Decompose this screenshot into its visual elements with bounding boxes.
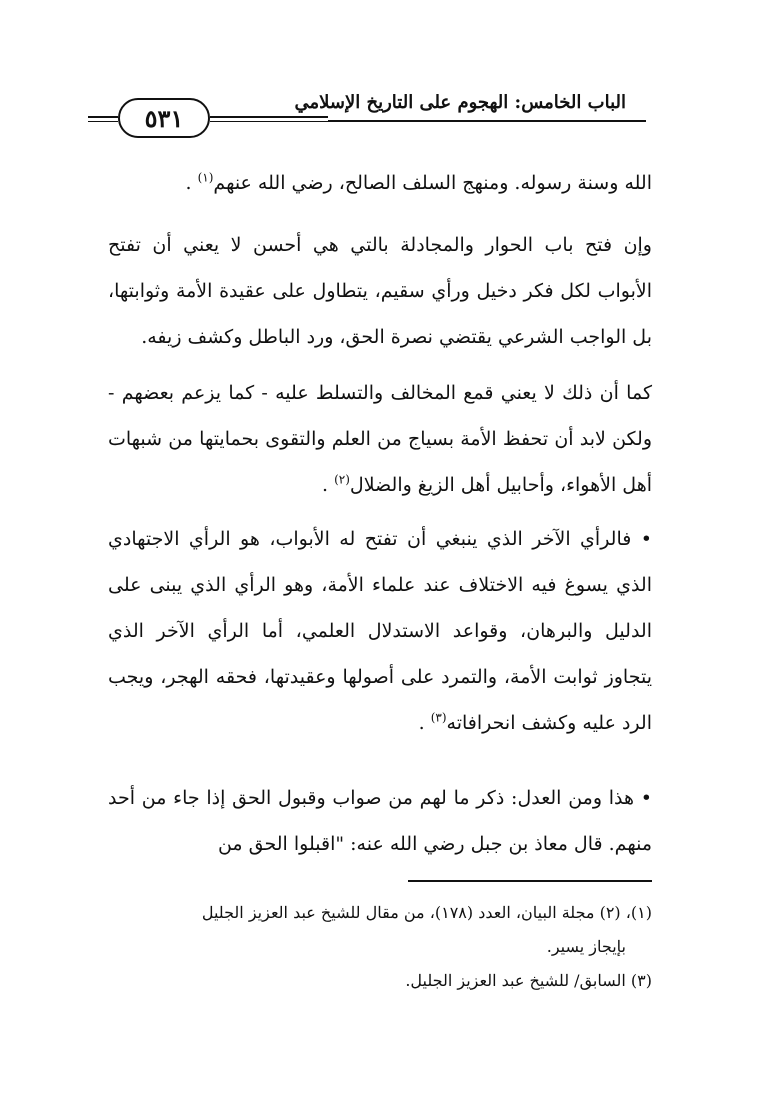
- header-title-underline: [328, 120, 646, 122]
- paragraph-3-text: كما أن ذلك لا يعني قمع المخالف والتسلط عليه - كما يزعم بعضهم - ولكن لابد أن تحفظ الأمة بسياج من العلم والتقوى بحمايتها من شبهات أهل الأهواء، وأحابيل أهل الزيغ والضلال: [108, 382, 652, 496]
- footnote-1-2-continued: بإيجاز يسير.: [546, 937, 626, 956]
- footnote-separator: [408, 880, 652, 882]
- paragraph-4-end: .: [418, 712, 425, 734]
- paragraph-2: [108, 222, 652, 360]
- footnote-ref-2: (٢): [334, 472, 350, 487]
- header-rule-left: [88, 116, 118, 118]
- paragraph-1: [108, 160, 652, 206]
- page-header: [88, 90, 656, 140]
- paragraph-4: [108, 516, 652, 746]
- paragraph-3: [108, 370, 652, 508]
- footnote-1-2: (١)، (٢) مجلة البيان، العدد (١٧٨)، من مقال للشيخ عبد العزيز الجليل: [201, 903, 652, 922]
- footnote-3: (٣) السابق/ للشيخ عبد العزيز الجليل.: [405, 971, 652, 990]
- header-rule-left-thin: [88, 121, 118, 122]
- paragraph-1-text: الله وسنة رسوله. ومنهج السلف الصالح، رضي الله عنهم: [213, 172, 652, 194]
- page-number: ٥٣١: [118, 98, 210, 138]
- running-title: الباب الخامس: الهجوم على التاريخ الإسلامي: [294, 92, 626, 113]
- header-rule-middle-thin: [210, 121, 328, 122]
- paragraph-1-end: .: [185, 172, 192, 194]
- footnote-ref-1: (١): [197, 170, 214, 185]
- header-rule-middle: [210, 116, 328, 118]
- paragraph-3-end: .: [321, 474, 329, 496]
- paragraph-4-text: • فالرأي الآخر الذي ينبغي أن تفتح له الأبواب، هو الرأي الاجتهادي الذي يسوغ فيه الاختلاف عند علماء الأمة، وهو الرأي الذي يبنى على الدليل والبرهان، وقواعد الاستدلال العلمي، أما الرأي الآخر الذي يتجاوز ثوابت الأمة، والتمرد على أصولها وعقيدتها، فحقه الهجر، ويجب الرد عليه وكشف انحرافاته: [108, 528, 652, 734]
- footnote-ref-3: (٣): [430, 710, 447, 725]
- paragraph-5-text: • هذا ومن العدل: ذكر ما لهم من صواب وقبول الحق إذا جاء من أحد منهم. قال معاذ بن جبل رضي الله عنه: "اقبلوا الحق من: [108, 787, 652, 855]
- paragraph-2-text: وإن فتح باب الحوار والمجادلة بالتي هي أحسن لا يعني أن تفتح الأبواب لكل فكر دخيل ورأي سقيم، يتطاول على عقيدة الأمة وثوابتها، بل الواجب الشرعي يقتضي نصرة الحق، ورد الباطل وكشف زيفه.: [108, 234, 652, 348]
- footnotes: [108, 896, 652, 998]
- paragraph-5: [108, 775, 652, 867]
